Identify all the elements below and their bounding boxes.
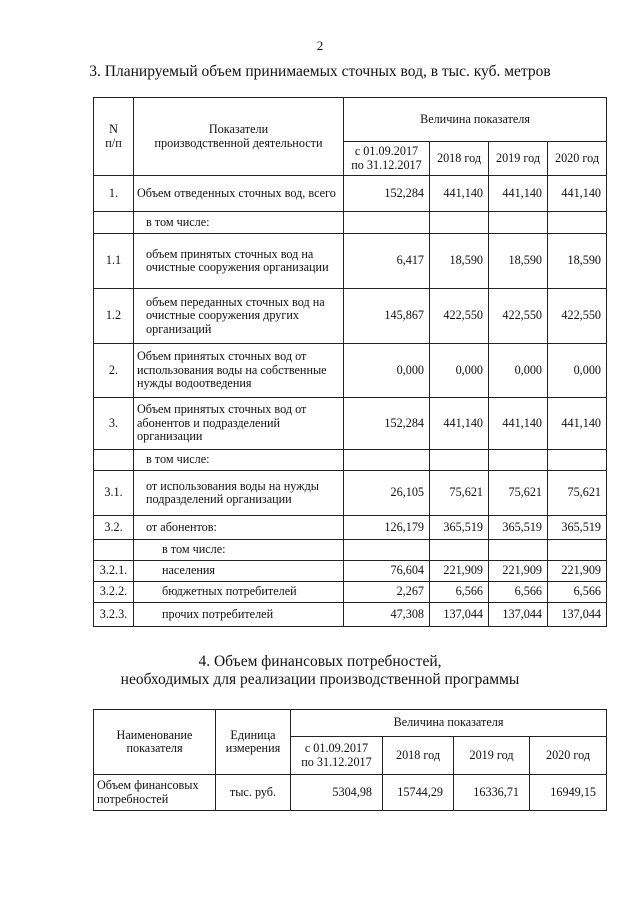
- row-number: 1.2: [94, 289, 134, 344]
- row-value: 6,566: [489, 582, 548, 603]
- row-value: 126,179: [344, 516, 430, 540]
- row-value: 422,550: [489, 289, 548, 344]
- row-value: 6,566: [548, 582, 607, 603]
- row-label: от использования воды на нужды подразделений организации: [134, 471, 344, 516]
- row-value: [548, 540, 607, 561]
- row-value: 441,140: [430, 176, 489, 212]
- row-value: 221,909: [548, 561, 607, 582]
- row-value: 441,140: [548, 176, 607, 212]
- row-number: [94, 450, 134, 471]
- row-label: бюджетных потребителей: [134, 582, 344, 603]
- row-value: 18,590: [430, 234, 489, 289]
- row-value: [430, 540, 489, 561]
- table-row: [94, 540, 607, 561]
- row-value: 76,604: [344, 561, 430, 582]
- row-label: Объем принятых сточных вод от абонентов и подразделений организации: [134, 398, 344, 450]
- row-label: в том числе:: [134, 212, 344, 234]
- row-value: [489, 540, 548, 561]
- row-value: 152,284: [344, 176, 430, 212]
- row-value: 18,590: [489, 234, 548, 289]
- row-value: 221,909: [489, 561, 548, 582]
- financial-needs-table: [93, 709, 607, 811]
- row-value: 5304,98: [291, 775, 383, 811]
- row-value: [344, 212, 430, 234]
- row-number: 3.2.: [94, 516, 134, 540]
- header-period: 2018 год: [383, 737, 454, 775]
- row-value: 152,284: [344, 398, 430, 450]
- row-value: 441,140: [430, 398, 489, 450]
- row-label: в том числе:: [134, 450, 344, 471]
- row-value: 75,621: [489, 471, 548, 516]
- row-value: 137,044: [489, 603, 548, 627]
- table-row: [94, 471, 607, 516]
- row-value: [430, 212, 489, 234]
- table-row: [94, 775, 607, 811]
- table-row: [94, 212, 607, 234]
- row-value: [344, 540, 430, 561]
- section-4-title: [0, 653, 640, 689]
- table-row: [94, 176, 607, 212]
- row-value: 6,417: [344, 234, 430, 289]
- row-value: 75,621: [430, 471, 489, 516]
- row-number: 3.2.2.: [94, 582, 134, 603]
- row-value: 0,000: [548, 344, 607, 398]
- row-value: [344, 450, 430, 471]
- section-3-title: 3. Планируемый объем принимаемых сточных вод, в тыс. куб. метров: [89, 63, 551, 80]
- row-number: [94, 540, 134, 561]
- row-number: 3.1.: [94, 471, 134, 516]
- section-4-title-line1: 4. Объем финансовых потребностей,: [198, 653, 442, 670]
- header-unit: Единица измерения: [216, 710, 291, 775]
- table-row: [94, 582, 607, 603]
- row-value: 0,000: [344, 344, 430, 398]
- row-value: [489, 212, 548, 234]
- table-row: [94, 289, 607, 344]
- row-value: 137,044: [430, 603, 489, 627]
- header-period: 2018 год: [430, 142, 489, 176]
- row-value: 47,308: [344, 603, 430, 627]
- row-name: Объем финансовых потребностей: [94, 775, 216, 811]
- header-name: Наименование показателя: [94, 710, 216, 775]
- page-number: 2: [316, 38, 324, 53]
- row-value: 0,000: [430, 344, 489, 398]
- row-value: 75,621: [548, 471, 607, 516]
- table-row: [94, 398, 607, 450]
- row-value: 16949,15: [530, 775, 607, 811]
- header-period: 2020 год: [548, 142, 607, 176]
- row-number: 3.2.3.: [94, 603, 134, 627]
- row-label: Объем принятых сточных вод от использования воды на собственные нужды водоотведения: [134, 344, 344, 398]
- section-4-title-line2: необходимых для реализации производственной программы: [120, 671, 520, 688]
- row-value: 16336,71: [454, 775, 530, 811]
- table-row: [94, 561, 607, 582]
- table-row: [94, 603, 607, 627]
- table-row: [94, 450, 607, 471]
- row-number: 1.1: [94, 234, 134, 289]
- row-value: 365,519: [430, 516, 489, 540]
- table-row: [94, 344, 607, 398]
- row-value: 221,909: [430, 561, 489, 582]
- row-value: 365,519: [489, 516, 548, 540]
- row-value: [548, 212, 607, 234]
- header-period: 2019 год: [454, 737, 530, 775]
- row-value: [548, 450, 607, 471]
- row-label: населения: [134, 561, 344, 582]
- header-indicator: Показатели производственной деятельности: [134, 98, 344, 176]
- row-value: 18,590: [548, 234, 607, 289]
- header-period: 2020 год: [530, 737, 607, 775]
- row-value: 137,044: [548, 603, 607, 627]
- row-value: 0,000: [489, 344, 548, 398]
- row-label: от абонентов:: [134, 516, 344, 540]
- wastewater-volume-table: [93, 97, 607, 627]
- row-value: 2,267: [344, 582, 430, 603]
- row-value: 441,140: [489, 176, 548, 212]
- row-value: 15744,29: [383, 775, 454, 811]
- row-value: [489, 450, 548, 471]
- row-value: 441,140: [489, 398, 548, 450]
- header-period: с 01.09.2017 по 31.12.2017: [291, 737, 383, 775]
- row-value: 365,519: [548, 516, 607, 540]
- row-label: Объем отведенных сточных вод, всего: [134, 176, 344, 212]
- row-label: прочих потребителей: [134, 603, 344, 627]
- row-label: в том числе:: [134, 540, 344, 561]
- row-value: 6,566: [430, 582, 489, 603]
- header-value: Величина показателя: [344, 98, 607, 142]
- row-unit: тыс. руб.: [216, 775, 291, 811]
- row-value: 26,105: [344, 471, 430, 516]
- row-number: 1.: [94, 176, 134, 212]
- header-period: 2019 год: [489, 142, 548, 176]
- table-row: [94, 234, 607, 289]
- row-value: 441,140: [548, 398, 607, 450]
- header-period: с 01.09.2017 по 31.12.2017: [344, 142, 430, 176]
- row-value: 145,867: [344, 289, 430, 344]
- row-label: объем переданных сточных вод на очистные сооружения других организаций: [134, 289, 344, 344]
- row-value: 422,550: [430, 289, 489, 344]
- header-n: N п/п: [94, 98, 134, 176]
- row-number: 3.2.1.: [94, 561, 134, 582]
- row-number: [94, 212, 134, 234]
- row-value: [430, 450, 489, 471]
- table-row: [94, 516, 607, 540]
- row-number: 3.: [94, 398, 134, 450]
- row-value: 422,550: [548, 289, 607, 344]
- row-number: 2.: [94, 344, 134, 398]
- row-label: объем принятых сточных вод на очистные сооружения организации: [134, 234, 344, 289]
- header-value: Величина показателя: [291, 710, 607, 737]
